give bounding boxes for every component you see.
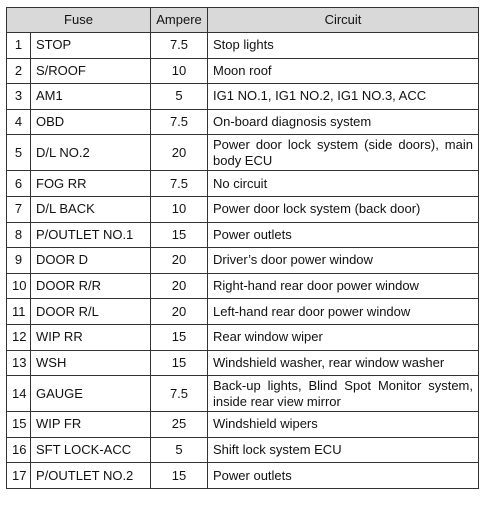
fuse-ampere: 20 <box>151 273 208 299</box>
fuse-ampere: 5 <box>151 84 208 110</box>
table-row <box>7 299 479 325</box>
table-row <box>7 196 479 222</box>
fuse-number: 14 <box>7 376 31 412</box>
fuse-number: 5 <box>7 135 31 171</box>
fuse-circuit: Rear window wiper <box>208 324 479 350</box>
fuse-number: 13 <box>7 350 31 376</box>
fuse-number: 10 <box>7 273 31 299</box>
fuse-circuit: Right-hand rear door power window <box>208 273 479 299</box>
fuse-number: 8 <box>7 222 31 248</box>
fuse-circuit: Power door lock system (side doors), main body ECU <box>208 135 479 171</box>
table-row <box>7 109 479 135</box>
fuse-ampere: 15 <box>151 222 208 248</box>
fuse-name: WIP FR <box>31 412 151 438</box>
fuse-circuit: Power outlets <box>208 222 479 248</box>
table-row <box>7 376 479 412</box>
fuse-circuit: IG1 NO.1, IG1 NO.2, IG1 NO.3, ACC <box>208 84 479 110</box>
table-row <box>7 33 479 59</box>
fuse-name: WIP RR <box>31 324 151 350</box>
fuse-name: SFT LOCK-ACC <box>31 437 151 463</box>
fuse-name: DOOR D <box>31 248 151 274</box>
fuse-circuit: Stop lights <box>208 33 479 59</box>
fuse-circuit: Driver’s door power window <box>208 248 479 274</box>
fuse-number: 11 <box>7 299 31 325</box>
fuse-circuit: Power door lock system (back door) <box>208 196 479 222</box>
fuse-name: FOG RR <box>31 171 151 197</box>
table-row <box>7 171 479 197</box>
fuse-circuit: Back-up lights, Blind Spot Monitor system, inside rear view mirror <box>208 376 479 412</box>
fuse-ampere: 7.5 <box>151 33 208 59</box>
fuse-number: 7 <box>7 196 31 222</box>
fuse-ampere: 10 <box>151 196 208 222</box>
fuse-name: GAUGE <box>31 376 151 412</box>
fuse-name: OBD <box>31 109 151 135</box>
header-circuit: Circuit <box>208 8 479 33</box>
fuse-number: 15 <box>7 412 31 438</box>
table-row <box>7 135 479 171</box>
fuse-number: 3 <box>7 84 31 110</box>
fuse-number: 17 <box>7 463 31 489</box>
fuse-name: P/OUTLET NO.1 <box>31 222 151 248</box>
fuse-ampere: 20 <box>151 135 208 171</box>
table-row <box>7 273 479 299</box>
fuse-name: DOOR R/L <box>31 299 151 325</box>
fuse-name: DOOR R/R <box>31 273 151 299</box>
fuse-circuit: Windshield washer, rear window washer <box>208 350 479 376</box>
fuse-ampere: 5 <box>151 437 208 463</box>
fuse-number: 12 <box>7 324 31 350</box>
fuse-name: D/L BACK <box>31 196 151 222</box>
table-row <box>7 350 479 376</box>
fuse-ampere: 15 <box>151 324 208 350</box>
table-row <box>7 84 479 110</box>
fuse-name: D/L NO.2 <box>31 135 151 171</box>
fuse-number: 1 <box>7 33 31 59</box>
table-header <box>7 8 479 33</box>
fuse-circuit: Left-hand rear door power window <box>208 299 479 325</box>
fuse-circuit: On-board diagnosis system <box>208 109 479 135</box>
fuse-ampere: 20 <box>151 248 208 274</box>
fuse-ampere: 25 <box>151 412 208 438</box>
table-row <box>7 324 479 350</box>
header-fuse: Fuse <box>7 8 151 33</box>
fuse-circuit: Moon roof <box>208 58 479 84</box>
fuse-circuit: No circuit <box>208 171 479 197</box>
fuse-number: 16 <box>7 437 31 463</box>
fuse-name: S/ROOF <box>31 58 151 84</box>
fuse-number: 9 <box>7 248 31 274</box>
fuse-ampere: 7.5 <box>151 171 208 197</box>
fuse-number: 6 <box>7 171 31 197</box>
table-row <box>7 437 479 463</box>
fuse-table <box>6 7 479 489</box>
fuse-circuit: Shift lock system ECU <box>208 437 479 463</box>
fuse-name: P/OUTLET NO.2 <box>31 463 151 489</box>
fuse-name: WSH <box>31 350 151 376</box>
table-row <box>7 222 479 248</box>
fuse-circuit: Power outlets <box>208 463 479 489</box>
table-row <box>7 58 479 84</box>
fuse-circuit: Windshield wipers <box>208 412 479 438</box>
fuse-number: 2 <box>7 58 31 84</box>
fuse-name: AM1 <box>31 84 151 110</box>
table-row <box>7 463 479 489</box>
fuse-number: 4 <box>7 109 31 135</box>
fuse-ampere: 15 <box>151 350 208 376</box>
table-row <box>7 248 479 274</box>
header-ampere: Ampere <box>151 8 208 33</box>
fuse-ampere: 15 <box>151 463 208 489</box>
fuse-ampere: 7.5 <box>151 109 208 135</box>
fuse-name: STOP <box>31 33 151 59</box>
fuse-ampere: 10 <box>151 58 208 84</box>
table-body <box>7 33 479 489</box>
table-row <box>7 412 479 438</box>
fuse-ampere: 7.5 <box>151 376 208 412</box>
fuse-ampere: 20 <box>151 299 208 325</box>
header-row <box>7 8 479 33</box>
